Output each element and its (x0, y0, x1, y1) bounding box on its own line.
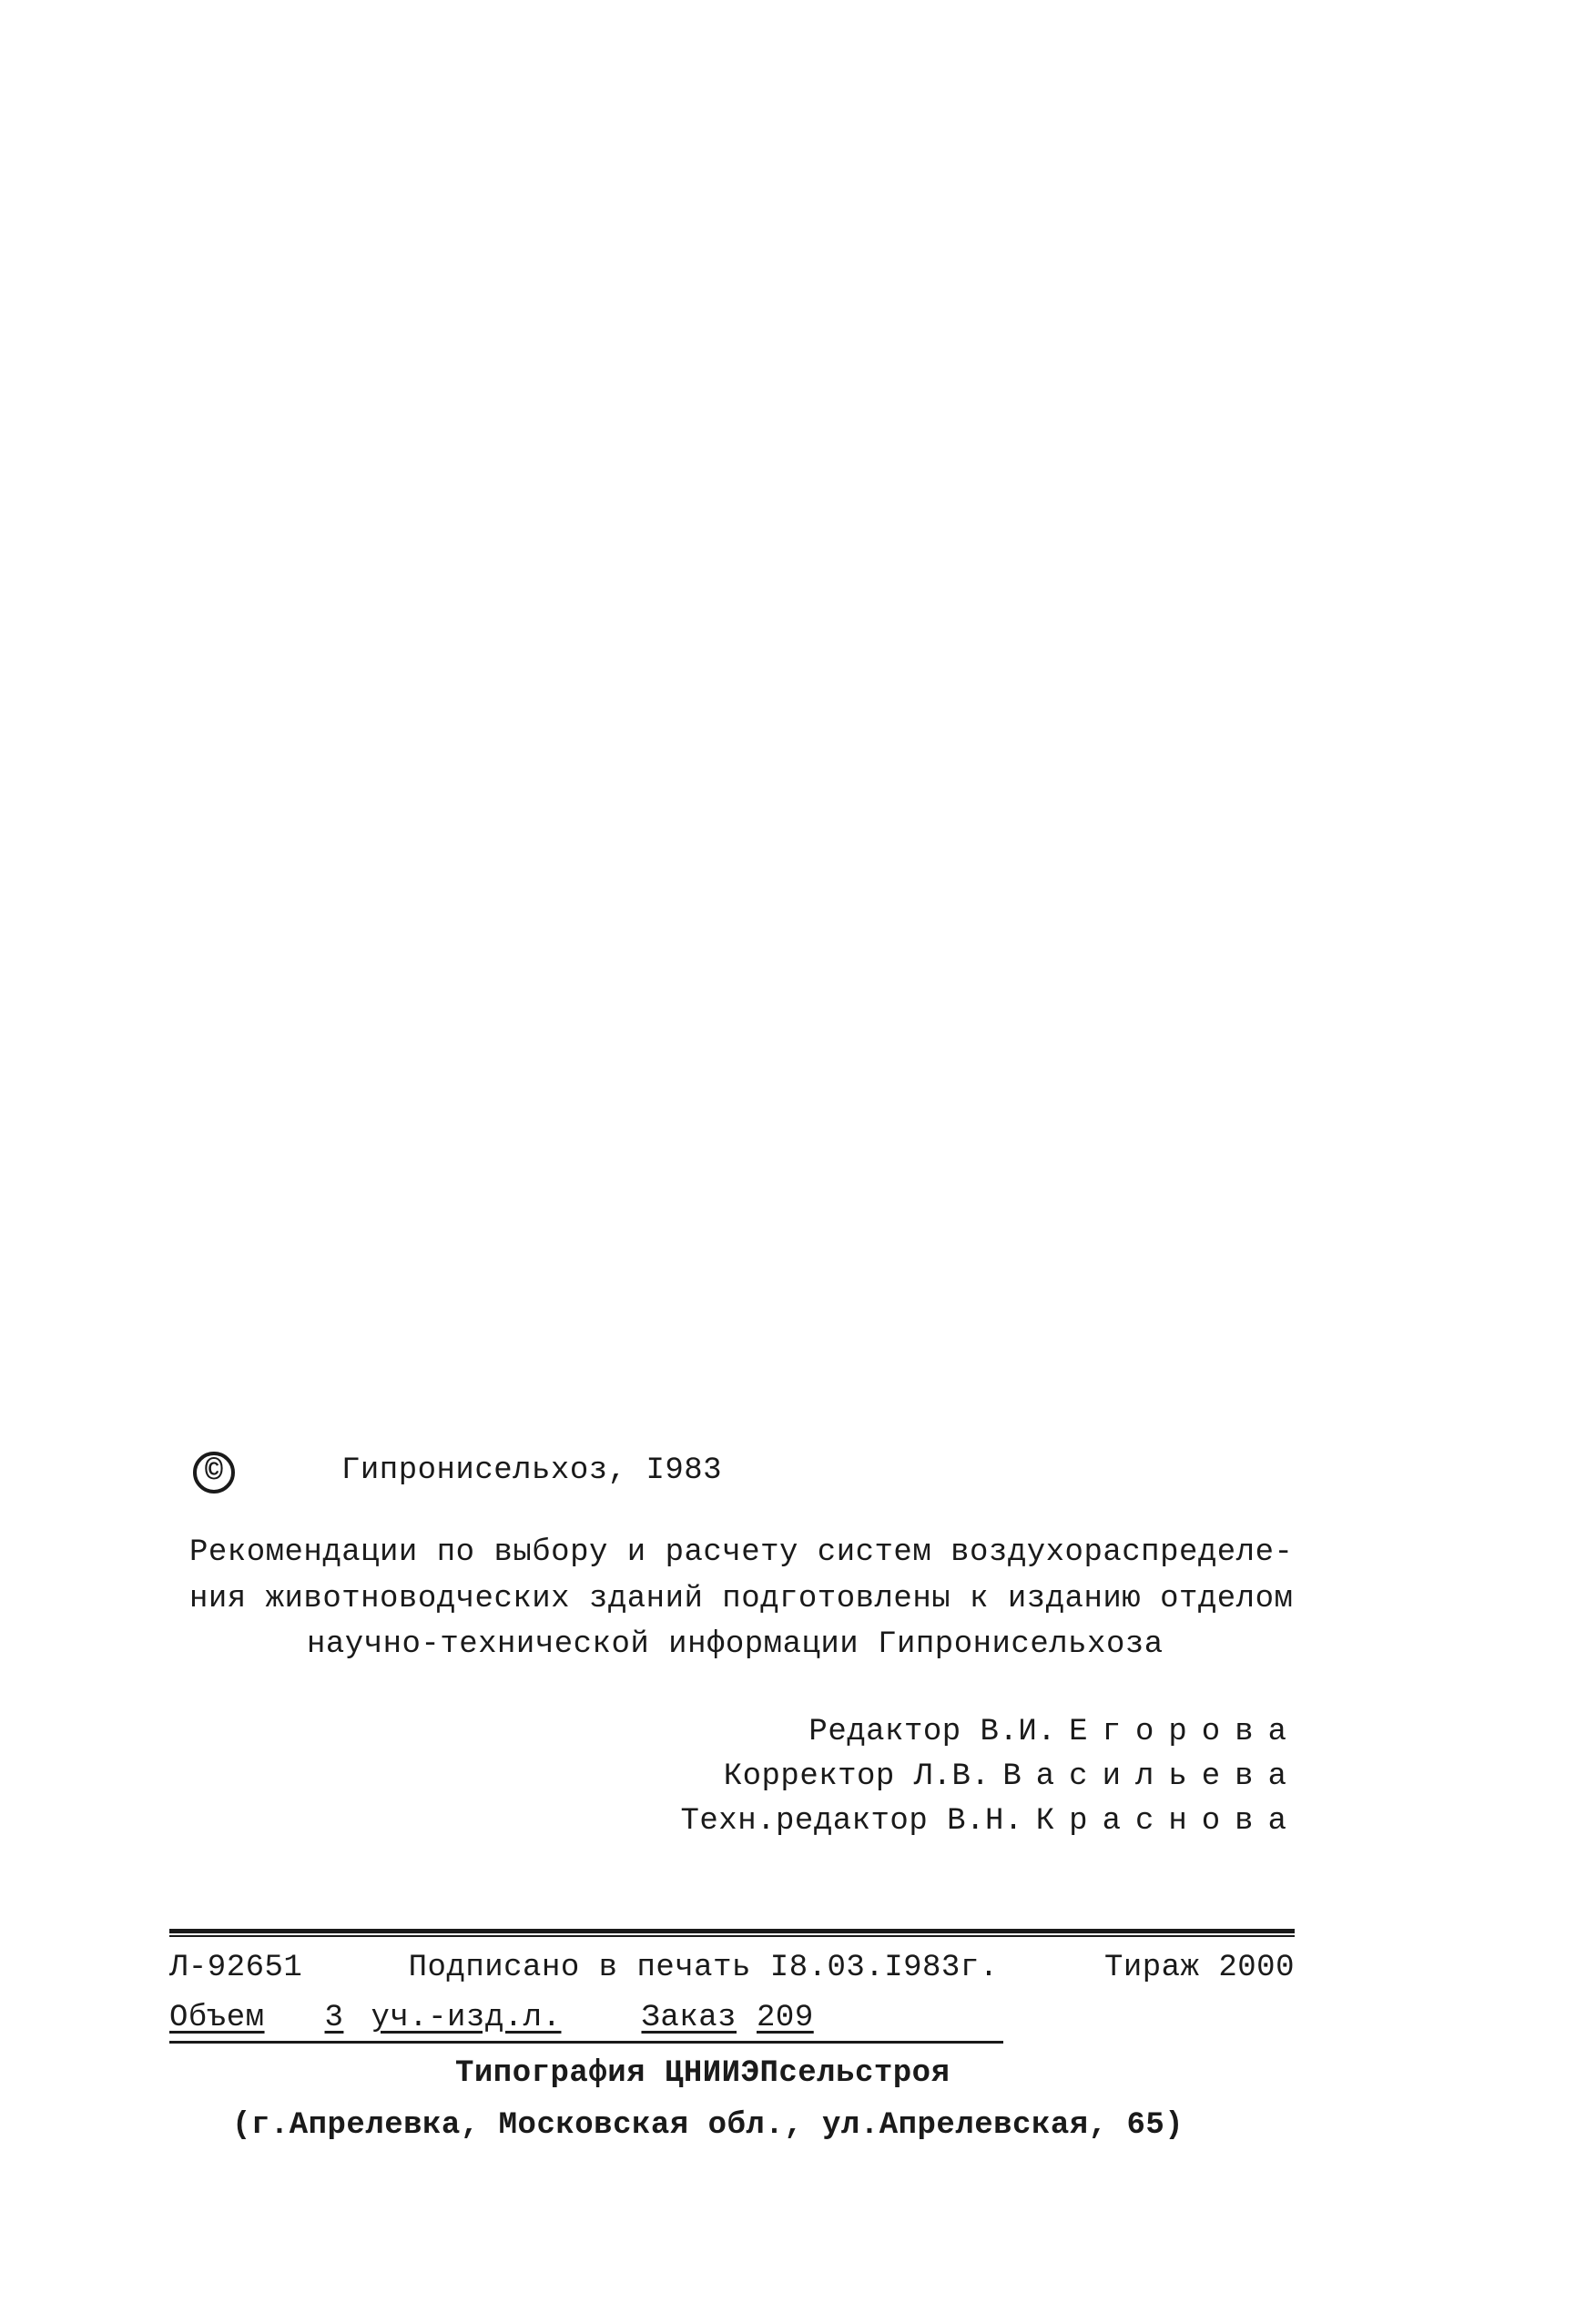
imprint-bottom-rule (169, 2041, 1003, 2044)
credit-editor-name: Егорова (1069, 1715, 1301, 1749)
credit-proofreader-name: Васильева (1002, 1759, 1301, 1794)
credit-proofreader (723, 1759, 1301, 1794)
imprint-volume-unit: уч.-изд.л. (371, 2001, 562, 2035)
description-line-3: научно-технической информации Гипрониcельхоза (307, 1627, 1164, 1662)
credit-editor-role: Редактор В.И. (808, 1715, 1057, 1749)
credit-editor (808, 1715, 1301, 1749)
imprint-volume-label: Объем (169, 2001, 265, 2035)
copyright-line: Гипрониcельхоз, I983 (341, 1453, 723, 1488)
description-line-1: Рекомендации по выбору и расчету систем воздухораспределе- (189, 1535, 1294, 1570)
imprint-top-rule-thin (169, 1935, 1295, 1937)
description-line-2: ния животноводческих зданий подготовлены к изданию отделом (189, 1582, 1294, 1616)
credit-tech-editor-role: Техн.редактор В.Н. (680, 1804, 1023, 1839)
imprint-row-2 (169, 2001, 814, 2035)
imprint-order-label: Заказ (641, 2001, 737, 2035)
credit-tech-editor-name: Краснова (1035, 1804, 1301, 1839)
imprint-signed: Подписано в печать I8.03.I983г. (408, 1951, 999, 1985)
credit-proofreader-role: Корректор Л.В. (723, 1759, 991, 1794)
copyright-symbol-glyph: © (204, 1455, 224, 1490)
imprint-circulation: Тираж 2000 (1103, 1951, 1295, 1985)
printer-address: (г.Апрелевка, Московская обл., ул.Апрелевская, 65) (232, 2108, 1184, 2143)
imprint-volume-value: 3 (324, 2001, 344, 2035)
imprint-top-rule (169, 1929, 1295, 1933)
imprint-row-1 (169, 1951, 1295, 1985)
copyright-symbol (193, 1452, 235, 1494)
imprint-code: Л-92651 (169, 1951, 303, 1985)
imprint-order-value: 209 (757, 2001, 814, 2035)
credit-tech-editor (680, 1804, 1301, 1839)
printer-name: Типография ЦНИИЭПсельстроя (455, 2056, 950, 2091)
